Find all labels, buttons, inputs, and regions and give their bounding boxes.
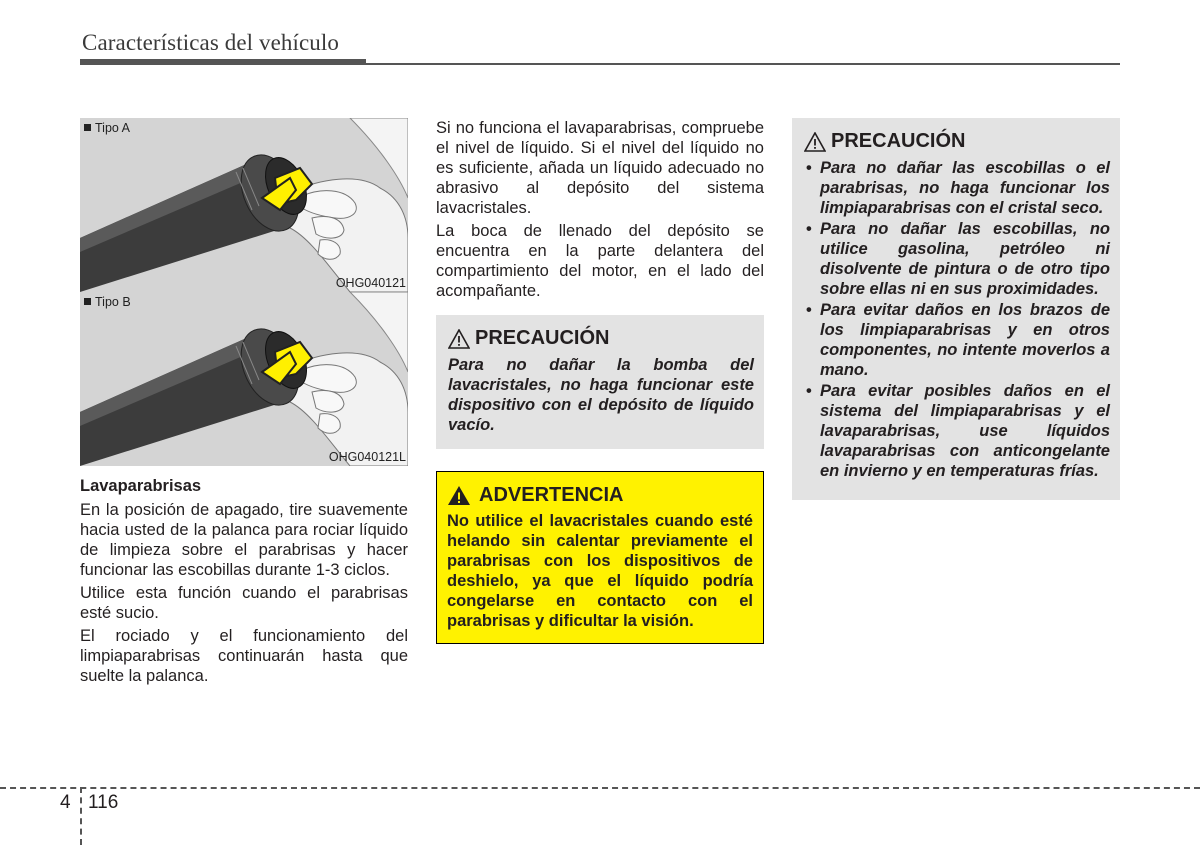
- warning-title: ADVERTENCIA: [447, 484, 753, 507]
- figure-code: OHG040121: [335, 276, 406, 290]
- figure-type-b: [80, 292, 408, 466]
- caution-box: [436, 315, 764, 449]
- paragraph: En la posición de apagado, tire suavemente hacia usted de la palanca para rociar líquido de limpieza sobre el parabrisas y hacer funcionar las escobillas durante 1-3 ciclos.: [80, 501, 408, 579]
- page-title: Características del vehículo: [82, 30, 339, 55]
- figure-type-a: [80, 118, 408, 292]
- column-right: [792, 118, 1120, 500]
- figure-code: OHG040121L: [328, 450, 406, 464]
- figure-label: Tipo B: [84, 295, 131, 309]
- list-item: • Para no dañar las escobillas o el parabrisas, no haga funcionar los limpiaparabrisas con el cristal seco.: [804, 158, 1110, 218]
- warning-text: No utilice el lavacristales cuando esté helando sin calentar previamente el parabrisas con los dispositivos de deshielo, ya que el líquido podría congelarse en contacto con el parabrisas y dificultar la visión.: [447, 512, 753, 630]
- warning-box: [436, 471, 764, 644]
- caution-triangle-icon: [804, 132, 826, 152]
- caution-title: PRECAUCIÓN: [804, 130, 1110, 153]
- section-heading: Lavaparabrisas: [80, 477, 202, 495]
- caution-list: [804, 158, 1110, 481]
- list-item: • Para evitar daños en los brazos de los limpiaparabrisas y en otros componentes, no intente moverlos a mano.: [804, 300, 1110, 380]
- paragraph: Si no funciona el lavaparabrisas, compruebe el nivel de líquido. Si el nivel del líquido no es suficiente, añada un líquido adecuado no abrasivo al depósito del sistema lavacristales.: [436, 119, 764, 217]
- chapter-number: 4: [60, 792, 71, 813]
- warning-triangle-icon: [447, 485, 471, 506]
- caution-box: [792, 118, 1120, 500]
- footer-rule: [0, 787, 1200, 789]
- list-item: • Para evitar posibles daños en el sistema del limpiaparabrisas y el lavaparabrisas, use líquidos lavaparabrisas con anticongelante en invierno y en temperaturas frías.: [804, 381, 1110, 481]
- paragraph: El rociado y el funcionamiento del limpiaparabrisas continuarán hasta que suelte la palanca.: [80, 627, 408, 685]
- column-left: [80, 118, 408, 689]
- header-rule-thin: [366, 63, 1120, 65]
- caution-text: Para no dañar la bomba del lavacristales, no haga funcionar este dispositivo con el depósito de líquido vacío.: [448, 356, 754, 434]
- paragraph: La boca de llenado del depósito se encuentra en la parte delantera del compartimiento del motor, en el lado del acompañante.: [436, 222, 764, 300]
- caution-triangle-icon: [448, 329, 470, 349]
- header-rule: [80, 59, 366, 65]
- wiper-lever-illustration: [80, 118, 408, 292]
- paragraph: Utilice esta función cuando el parabrisas esté sucio.: [80, 584, 408, 622]
- figure-label: Tipo A: [84, 121, 130, 135]
- caution-title: PRECAUCIÓN: [448, 327, 754, 350]
- footer-divider: [80, 787, 82, 845]
- column-middle: [436, 118, 764, 644]
- wiper-lever-illustration: [80, 292, 408, 466]
- list-item: • Para no dañar las escobillas, no utilice gasolina, petróleo ni disolvente de pintura o de otro tipo sobre ellas ni en sus proximidades.: [804, 219, 1110, 299]
- page-number: 116: [88, 792, 119, 813]
